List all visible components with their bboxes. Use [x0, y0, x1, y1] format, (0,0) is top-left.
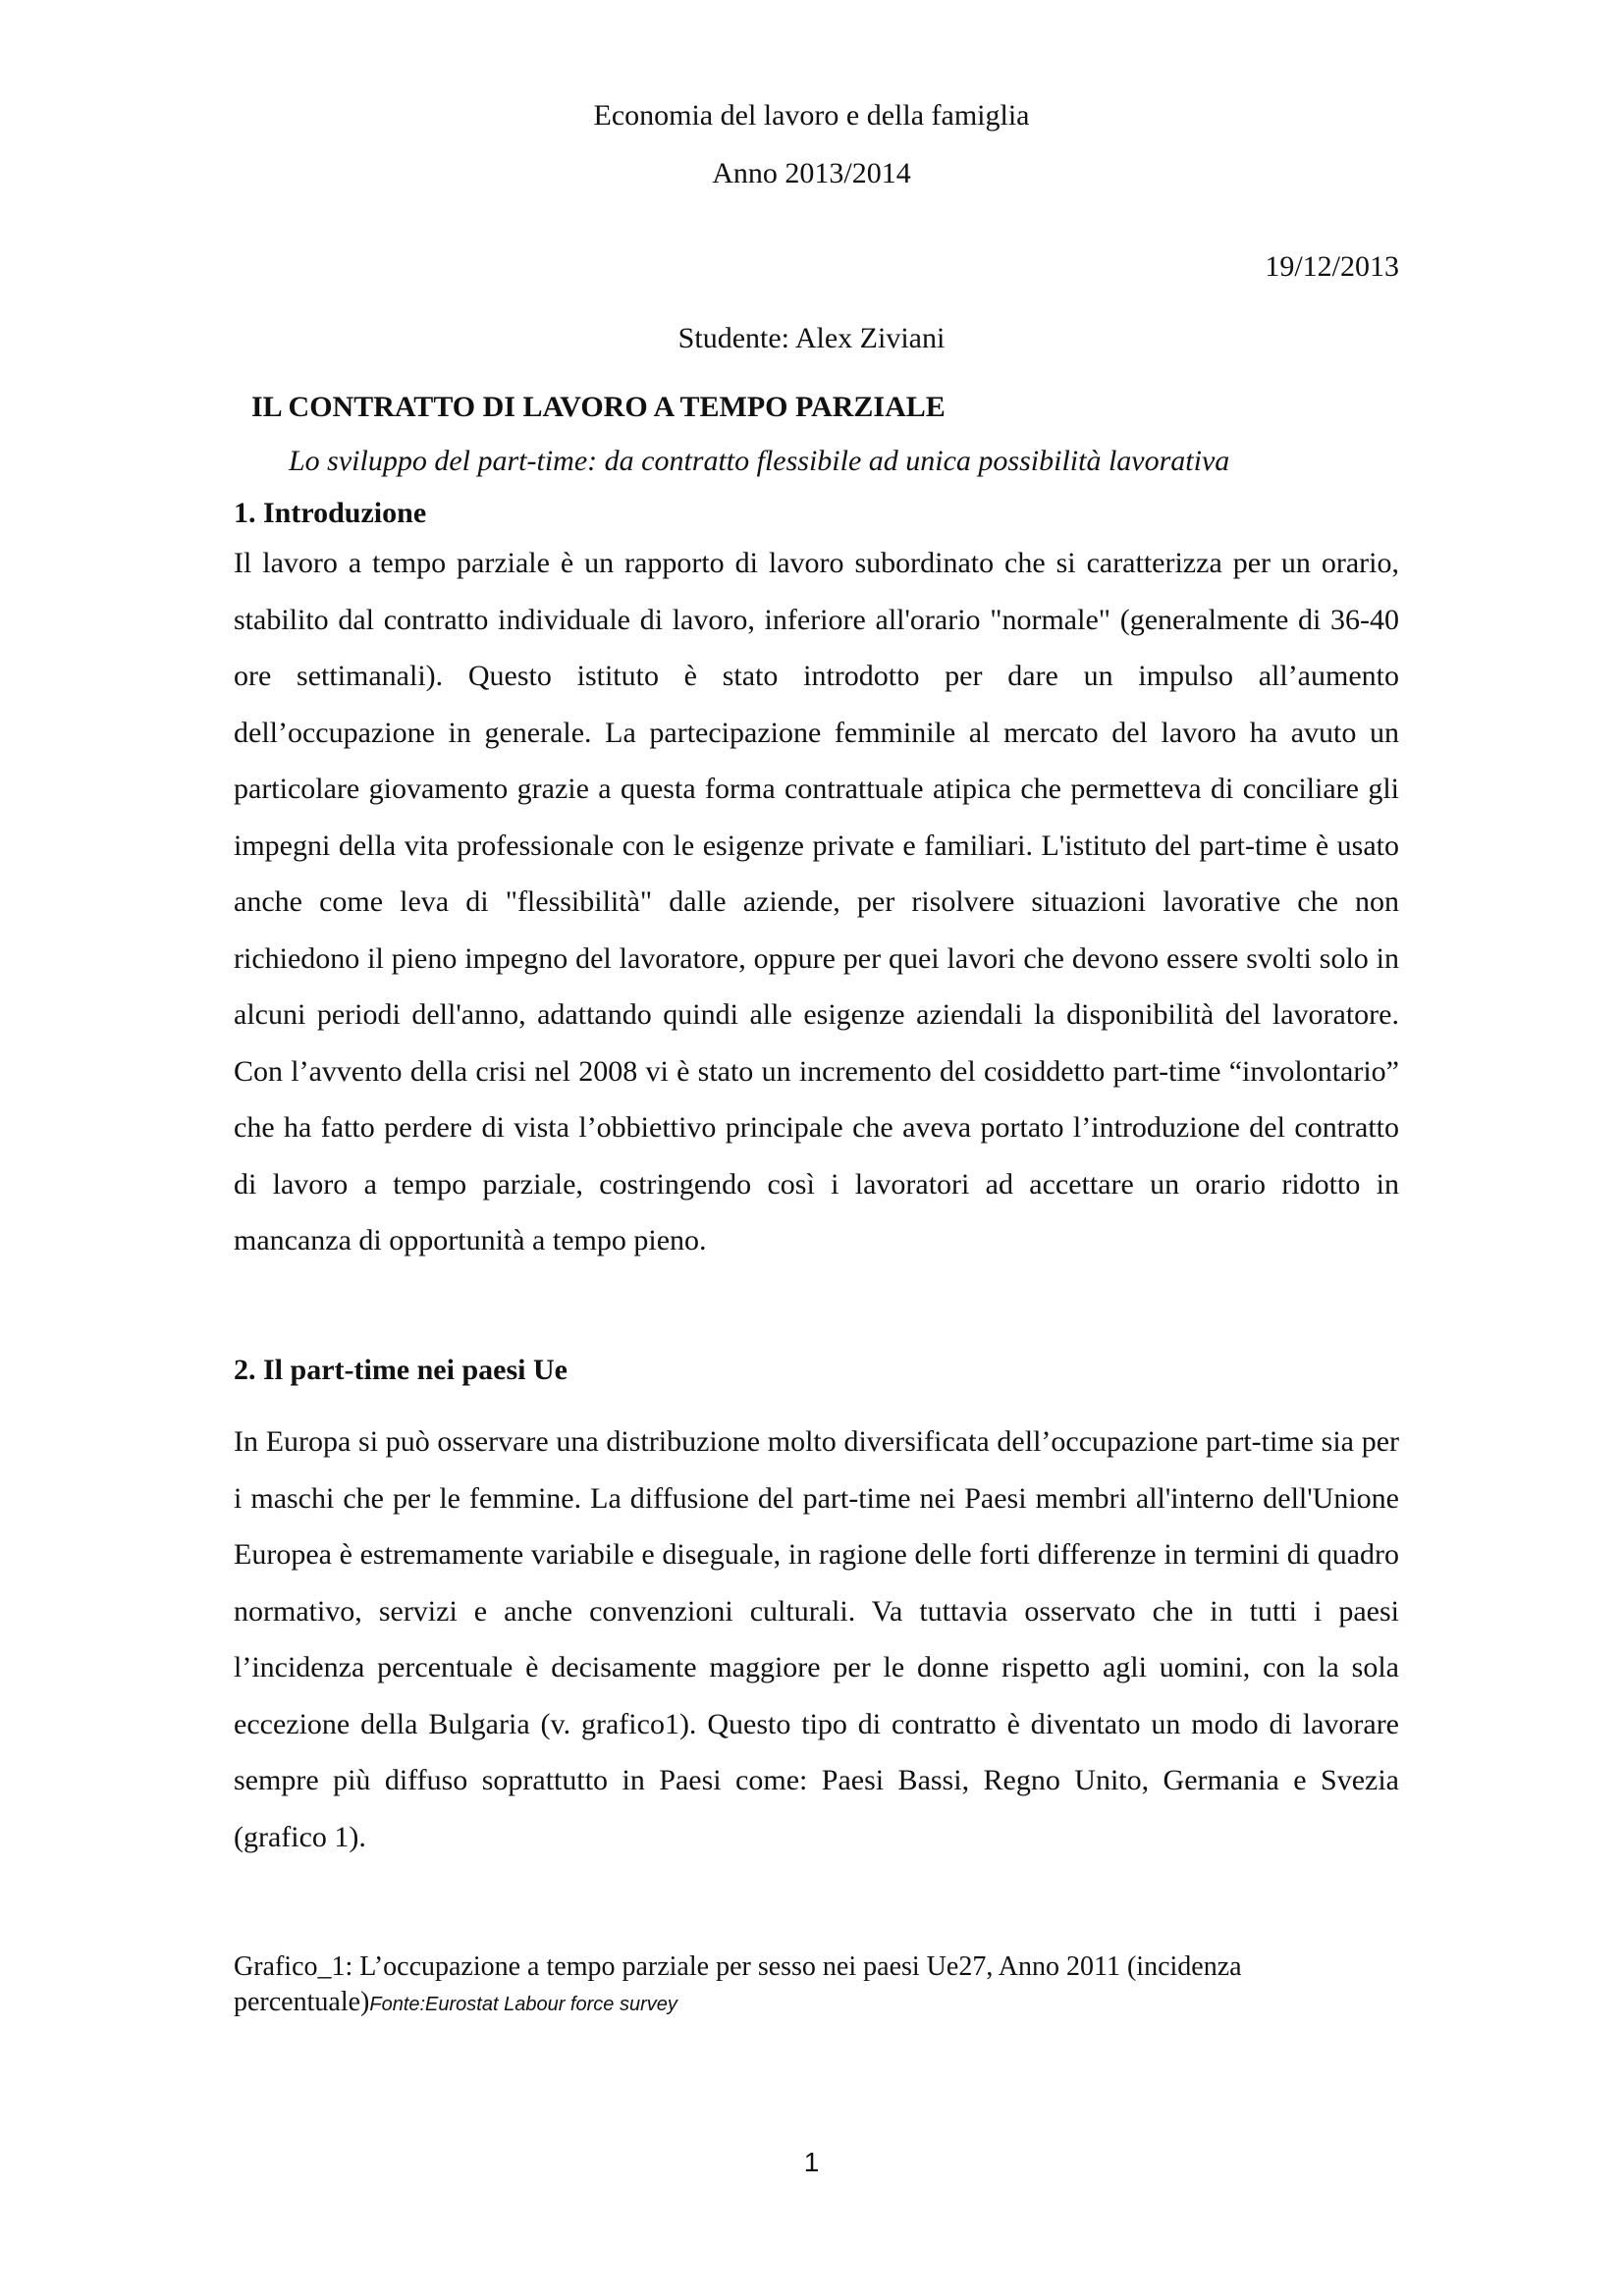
section-body-introduzione: Il lavoro a tempo parziale è un rapporto di lavoro subordinato che si caratterizza per un orario, stabilito dal contratto individuale di lavoro, inferiore all'orario "normale" (generalmente di 36-40 ore settimanali). Questo istituto è stato introdotto per dare un impulso all’aumento dell’occupazione in generale. La partecipazione femminile al mercato del lavoro ha avuto un particolare giovamento grazie a questa forma contrattuale atipica che permetteva di conciliare gli impegni della vita professionale con le esigenze private e familiari. L'istituto del part-time è usato anche come leva di "flessibilità" dalle aziende, per risolvere situazioni lavorative che non richiedono il pieno impegno del lavoratore, oppure per quei lavori che devono essere svolti solo in alcuni periodi dell'anno, adattando quindi alle esigenze aziendali la disponibilità del lavoratore. Con l’avvento della crisi nel 2008 vi è stato un incremento del cosiddetto part-time “involontario” che ha fatto perdere di vista l’obbiettivo principale che aveva portato l’introduzione del contratto di lavoro a tempo parziale, costringendo così i lavoratori ad accettare un orario ridotto in mancanza di opportunità a tempo pieno. [234, 547, 1399, 1256]
course-title: Economia del lavoro e della famiglia [593, 99, 1030, 132]
document-title: IL CONTRATTO DI LAVORO A TEMPO PARZIALE [251, 391, 946, 423]
student-name: Studente: Alex Ziviani [677, 322, 946, 354]
section-heading-introduzione: 1. Introduzione [234, 497, 427, 529]
section-body-part-time-ue: In Europa si può osservare una distribuzione molto diversificata dell’occupazione part-time sia per i maschi che per le femmine. La diffusione del part-time nei Paesi membri all'interno dell'Unione Europea è estremamente variabile e diseguale, in ragione delle forti differenze in termini di quadro normativo, servizi e anche convenzioni culturali. Va tuttavia osservato che in tutti i paesi l’incidenza percentuale è decisamente maggiore per le donne rispetto agli uomini, con la sola eccezione della Bulgaria (v. grafico1). Questo tipo di contratto è diventato un modo di lavorare sempre più diffuso soprattutto in Paesi come: Paesi Bassi, Regno Unito, Germania e Svezia (grafico 1). [234, 1425, 1399, 1853]
chart-caption-text: Grafico_1: L’occupazione a tempo parziale per sesso nei paesi Ue27, Anno 2011 (incidenza percentuale) [234, 1951, 1242, 2017]
section-heading-part-time-ue: 2. Il part-time nei paesi Ue [234, 1354, 568, 1386]
academic-year: Anno 2013/2014 [712, 157, 911, 189]
document-subtitle: Lo sviluppo del part-time: da contratto flessibile ad unica possibilità lavorativa [289, 445, 1230, 477]
page-number: 1 [803, 2147, 820, 2177]
document-date: 19/12/2013 [1265, 250, 1399, 283]
chart-caption-source: Fonte:Eurostat Labour force survey [369, 1994, 677, 2015]
chart-caption [234, 1949, 1399, 2022]
